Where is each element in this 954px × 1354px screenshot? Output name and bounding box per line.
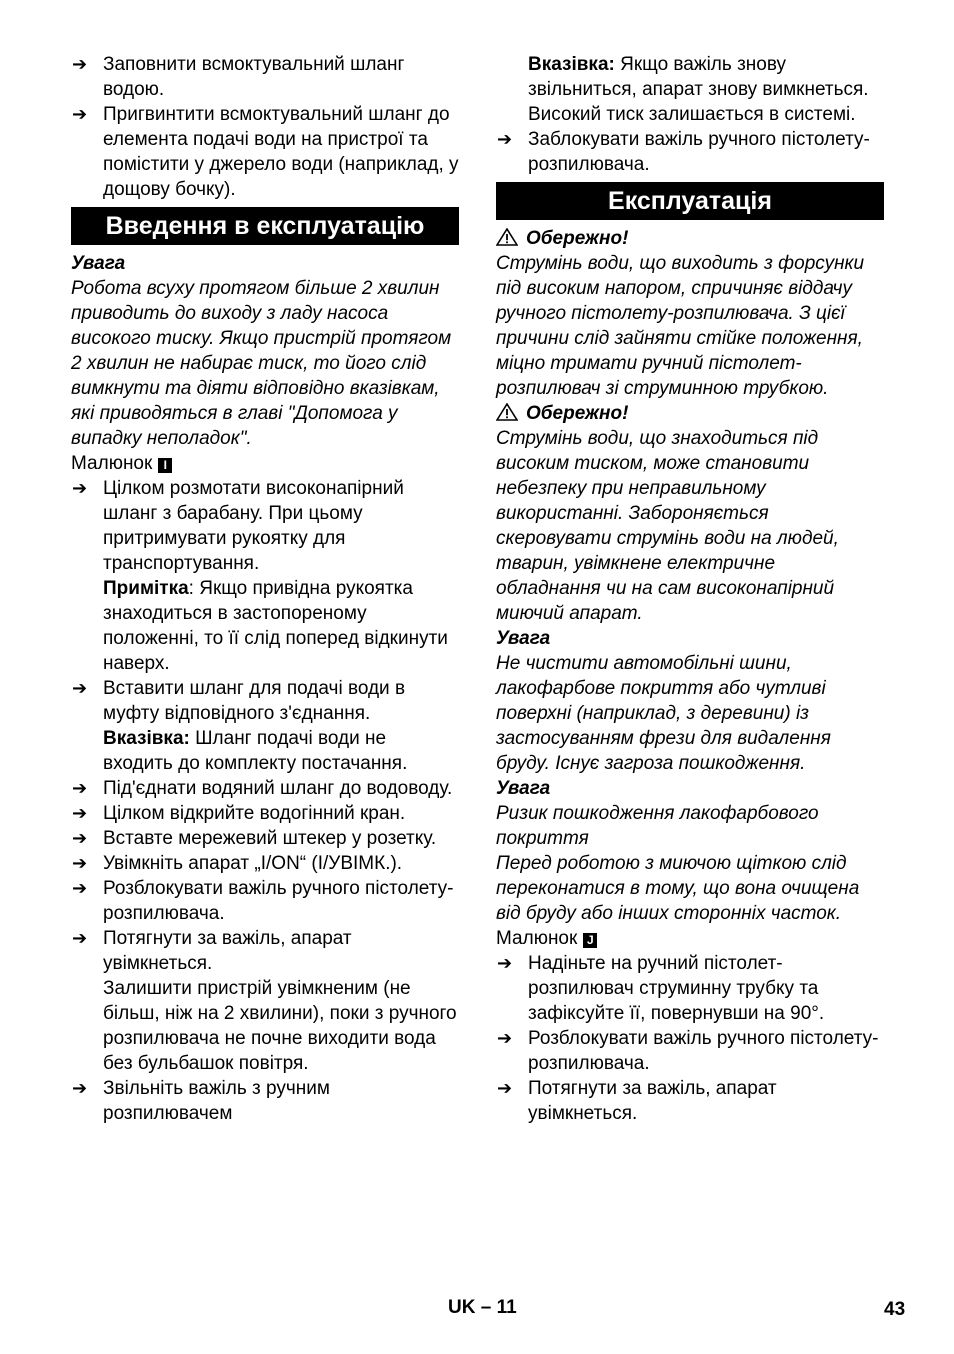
step-unwind-hose bbox=[71, 476, 459, 576]
footer-page-number: 43 bbox=[884, 1299, 906, 1320]
note-label: Вказівка: bbox=[103, 728, 190, 749]
step-unlock-trigger bbox=[71, 876, 459, 926]
step-text: Увімкніть апарат „I/ON“ (I/УВІМК.). bbox=[103, 853, 403, 874]
step-text: Потягнути за важіль, апарат увімкнеться. bbox=[103, 928, 352, 974]
arrow-icon: ➔ bbox=[72, 853, 88, 874]
note-label: Вказівка: bbox=[528, 54, 615, 75]
caution-text: Не чистити автомобільні шини, лакофарбове покриття або чутливі поверхні (наприклад, з деревини) із застосуванням фрези для видалення бруду. Існує загроза пошкодження. bbox=[496, 653, 831, 774]
step-text: Надіньте на ручний пістолет-розпилювач струминну трубку та зафіксуйте її, повернувши на 90°. bbox=[528, 953, 825, 1024]
warning-text: Струмінь води, що виходить з форсунки під високим напором, спричиняє віддачу ручного пістолету-розпилювача. З цієї причини слід зайняти стійке положення, міцно тримати ручний пістолет-розпилювач зі струминною трубкою. bbox=[496, 253, 865, 399]
arrow-icon: ➔ bbox=[497, 1078, 513, 1099]
step-switch-on bbox=[71, 851, 459, 876]
step-pull-trigger bbox=[496, 1076, 884, 1126]
figure-label: Малюнок bbox=[496, 928, 578, 949]
note-text: Якщо важіль знову звільниться, апарат знову вимкнеться. Високий тиск залишається в системі. bbox=[528, 54, 869, 125]
step-connect-water-hose bbox=[71, 776, 459, 801]
arrow-icon: ➔ bbox=[72, 54, 88, 75]
warning-title bbox=[496, 226, 884, 251]
arrow-icon: ➔ bbox=[72, 104, 88, 125]
note-text: : Якщо привідна рукоятка знаходиться в застопореному положенні, то її слід поперед відкинути наверх. bbox=[103, 578, 448, 674]
figure-ref-badge: J bbox=[583, 933, 597, 948]
step-note bbox=[71, 726, 459, 776]
figure-reference bbox=[496, 926, 884, 951]
note-label: Примітка bbox=[103, 578, 189, 599]
warning-triangle-icon bbox=[496, 228, 518, 246]
step-text: Заповнити всмоктувальний шланг водою. bbox=[103, 54, 405, 100]
step-text: Розблокувати важіль ручного пістолету-розпилювача. bbox=[528, 1028, 879, 1074]
step-note bbox=[71, 576, 459, 676]
step-note bbox=[496, 52, 884, 127]
step-text: Цілком розмотати високонапірний шланг з барабану. При цьому притримувати рукоятку для транспортування. bbox=[103, 478, 404, 574]
step-fill-suction-hose bbox=[71, 52, 459, 102]
warning-text: Струмінь води, що знаходиться під високим тиском, може становити небезпеку при неправильному використанні. Забороняється скеровувати струмінь води на людей, тварин, увімкнене електричне обладнання чи на сам високонапірний миючий апарат. bbox=[496, 428, 839, 624]
step-screw-suction-hose bbox=[71, 102, 459, 202]
section-heading-operation: Експлуатація bbox=[496, 182, 884, 220]
arrow-icon: ➔ bbox=[72, 803, 88, 824]
step-text: Пригвинтити всмоктувальний шланг до елемента подачі води на пристрої та помістити у джерело води (наприклад, у дощову бочку). bbox=[103, 104, 459, 200]
caution-title: Увага bbox=[496, 628, 551, 649]
figure-label: Малюнок bbox=[71, 453, 153, 474]
step-attach-spray-lance bbox=[496, 951, 884, 1026]
arrow-icon: ➔ bbox=[72, 1078, 88, 1099]
step-release-trigger bbox=[71, 1076, 459, 1126]
caution-text: Перед роботою з миючою щіткою слід переконатися в тому, що вона очищена від бруду або інших сторонніх часток. bbox=[496, 853, 860, 924]
section-heading-commissioning: Введення в експлуатацію bbox=[71, 207, 459, 245]
arrow-icon: ➔ bbox=[72, 478, 88, 499]
arrow-icon: ➔ bbox=[72, 928, 88, 949]
step-insert-water-hose bbox=[71, 676, 459, 726]
step-text: Розблокувати важіль ручного пістолету-розпилювача. bbox=[103, 878, 454, 924]
warning-triangle-icon bbox=[496, 403, 518, 421]
caution-text: Робота всуху протягом більше 2 хвилин приводить до виходу з ладу насоса високого тиску. Якщо пристрій протягом 2 хвилин не набирає тиск, то його слід вимкнути та діяти відповідно вказівкам, які приводяться в главі "Допомога у випадку неполадок". bbox=[71, 278, 452, 449]
arrow-icon: ➔ bbox=[72, 778, 88, 799]
arrow-icon: ➔ bbox=[72, 828, 88, 849]
step-text: Потягнути за важіль, апарат увімкнеться. bbox=[528, 1078, 777, 1124]
step-text: Вставте мережевий штекер у розетку. bbox=[103, 828, 437, 849]
step-lock-trigger bbox=[496, 127, 884, 177]
figure-ref-badge: I bbox=[158, 458, 172, 473]
caution-text: Ризик пошкодження лакофарбового покриття bbox=[496, 803, 819, 849]
footer-page-label: UK – 11 bbox=[448, 1297, 517, 1318]
left-column bbox=[71, 52, 459, 1126]
caution-title: Увага bbox=[71, 253, 126, 274]
step-text: Під'єднати водяний шланг до водоводу. bbox=[103, 778, 453, 799]
step-open-tap bbox=[71, 801, 459, 826]
caution-title: Увага bbox=[496, 778, 551, 799]
step-extra-text: Залишити пристрій увімкненим (не більш, ніж на 2 хвилини), поки з ручного розпилювача не почне виходити вода без бульбашок повітря. bbox=[103, 978, 457, 1074]
right-column bbox=[496, 52, 884, 1126]
arrow-icon: ➔ bbox=[497, 953, 513, 974]
step-text: Вставити шланг для подачі води в муфту відповідного з'єднання. bbox=[103, 678, 406, 724]
step-unlock-trigger bbox=[496, 1026, 884, 1076]
note-text: Шланг подачі води не входить до комплекту постачання. bbox=[103, 728, 408, 774]
step-pull-trigger bbox=[71, 926, 459, 976]
figure-reference bbox=[71, 451, 459, 476]
step-plug-in bbox=[71, 826, 459, 851]
warning-title-text: Обережно! bbox=[526, 228, 629, 249]
warning-title bbox=[496, 401, 884, 426]
step-text: Звільніть важіль з ручним розпилювачем bbox=[103, 1078, 330, 1124]
step-text: Заблокувати важіль ручного пістолету-розпилювача. bbox=[528, 129, 870, 175]
arrow-icon: ➔ bbox=[72, 878, 88, 899]
arrow-icon: ➔ bbox=[497, 129, 513, 150]
arrow-icon: ➔ bbox=[497, 1028, 513, 1049]
arrow-icon: ➔ bbox=[72, 678, 88, 699]
step-text: Цілком відкрийте водогінний кран. bbox=[103, 803, 406, 824]
warning-title-text: Обережно! bbox=[526, 403, 629, 424]
